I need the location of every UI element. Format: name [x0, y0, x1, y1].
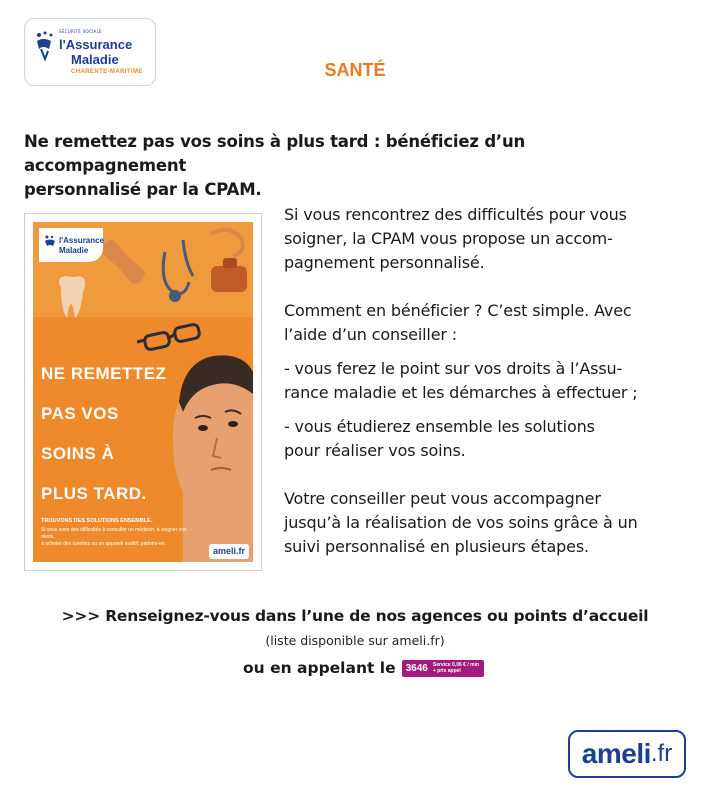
poster-headline-line-1: NE REMETTEZ [41, 364, 167, 383]
logo-region: CHARENTE-MARITIME [71, 69, 143, 75]
logo-line-1: l'Assurance [59, 37, 133, 52]
page-headline [24, 130, 674, 202]
headline-line-2: personnalisé par la CPAM. [24, 180, 262, 199]
paragraph-line: Si vous rencontrez des difficultés pour vous [284, 205, 627, 224]
paragraph-line: pour réaliser vos soins. [284, 441, 466, 460]
phone-prefix: ou en appelant le [243, 659, 396, 677]
poster-small-line-1: Si vous avez des difficultés à consulter un médecin, à soigner vos dents, [41, 527, 187, 540]
poster-logo [39, 228, 103, 262]
paragraph-line: suivi personnalisé en plusieurs étapes. [284, 537, 589, 556]
poster-small-line-2: à acheter des lunettes ou un appareil auditif, parlons-en. [41, 541, 166, 547]
campaign-poster [24, 213, 262, 571]
poster-headline-line-2: PAS VOS [41, 404, 119, 423]
paragraph-intro [284, 203, 694, 275]
poster-image [33, 222, 253, 562]
logo-tagline: SÉCURITÉ SOCIALE [59, 29, 102, 34]
phone-callout [243, 656, 484, 680]
paragraph-line: rance maladie et les démarches à effectuer ; [284, 383, 638, 402]
glasses-icon [137, 324, 200, 351]
paragraph-line: soigner, la CPAM vous propose un accom- [284, 229, 613, 248]
poster-logo-emblem-icon [43, 234, 57, 252]
paragraph-line: - vous étudierez ensemble les solutions [284, 417, 595, 436]
paragraph-how-to [284, 299, 694, 347]
poster-small-text [41, 527, 191, 548]
phone-number: 3646 [405, 662, 428, 674]
logo-line-2: Maladie [71, 52, 119, 67]
ameli-logo-main: ameli [581, 738, 651, 769]
hearing-aid-icon [211, 230, 243, 256]
paragraph-line: pagnement personnalisé. [284, 253, 485, 272]
ameli-logo[interactable] [568, 730, 686, 778]
paragraph-line: Votre conseiller peut vous accompagner [284, 489, 601, 508]
poster-ameli-logo: ameli.fr [209, 544, 249, 559]
phone-pricing-line-1: Service 0,06 € / min [432, 662, 480, 668]
poster-headline-line-4: PLUS TARD. [41, 484, 147, 503]
bullet-rights [284, 357, 694, 405]
paragraph-line: l’aide d’un conseiller : [284, 325, 458, 344]
poster-logo-line-2: Maladie [59, 246, 89, 255]
headline-line-1: Ne remettez pas vos soins à plus tard : bénéficiez d’un accompagnement [24, 132, 526, 175]
agencies-callout: >>> Renseignez-vous dans l’une de nos agences ou points d’accueil [61, 607, 649, 625]
tooth-icon [59, 276, 85, 318]
paragraph-line: jusqu’à la réalisation de vos soins grâce à un [284, 513, 638, 532]
poster-logo-line-1: l'Assurance [59, 236, 105, 245]
poster-headline-line-3: SOINS À [41, 444, 115, 463]
poster-subtitle: TROUVONS DES SOLUTIONS ENSEMBLE. [41, 518, 153, 524]
poster-illustration [33, 222, 253, 562]
bullet-solutions [284, 415, 694, 463]
stethoscope-icon [163, 240, 193, 294]
phone-badge[interactable] [402, 660, 484, 677]
phone-pricing-line-2: + prix appel [432, 668, 461, 674]
ameli-logo-fr: .fr [650, 740, 673, 767]
section-title: SANTÉ [324, 60, 386, 80]
assurance-maladie-emblem-icon [31, 29, 61, 63]
paragraph-line: - vous ferez le point sur vos droits à l’Assu- [284, 359, 623, 378]
agencies-list-note: (liste disponible sur ameli.fr) [265, 633, 445, 648]
paragraph-advisor [284, 487, 694, 559]
wallet-icon [211, 266, 247, 292]
paragraph-line: Comment en bénéficier ? C’est simple. Avec [284, 301, 632, 320]
phone-pricing [433, 662, 479, 674]
